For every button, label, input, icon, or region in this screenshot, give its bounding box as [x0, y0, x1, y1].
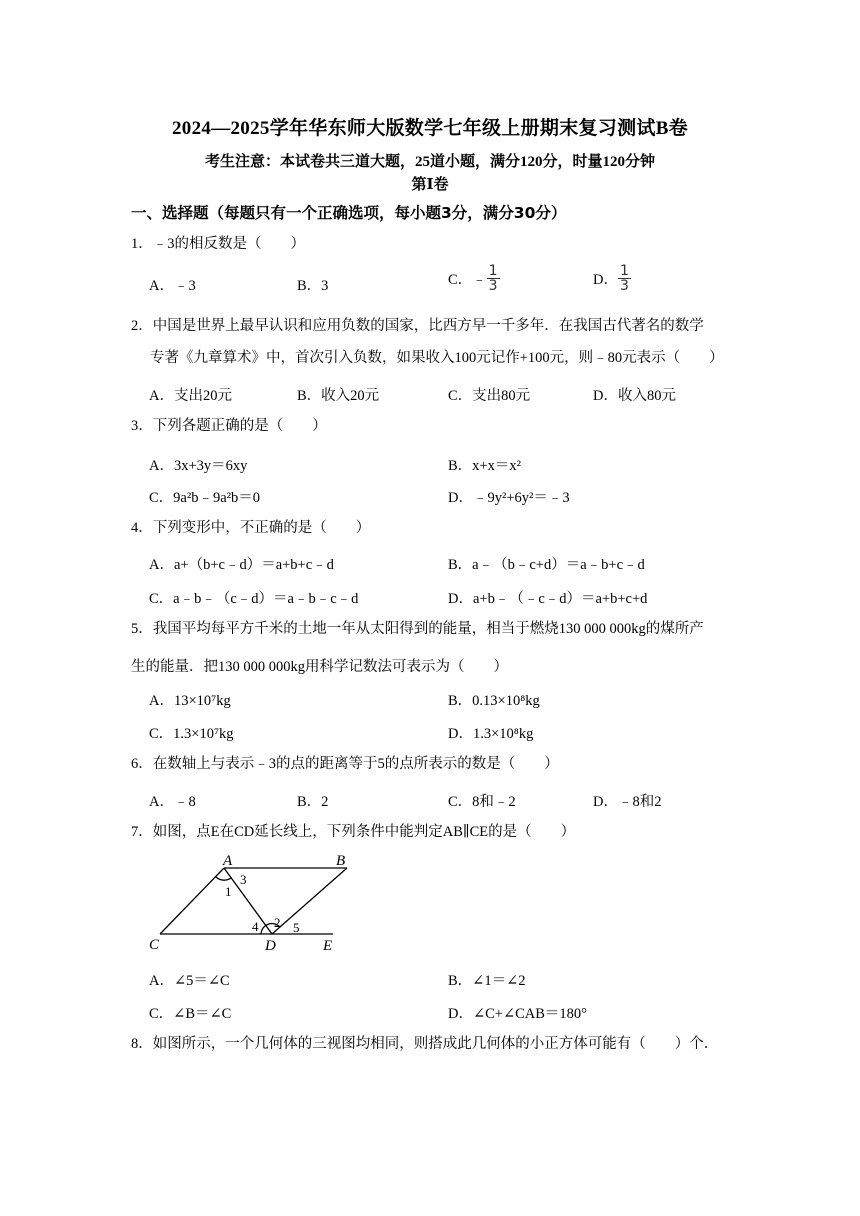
fraction-numerator: 1 [488, 263, 498, 279]
question-5-line-2: 生的能量．把130 000 000kg用科学记数法可表示为（ ） [131, 659, 508, 675]
question-2-option-c: C．支出80元 [448, 388, 531, 404]
question-6-stem: 6．在数轴上与表示﹣3的点的距离等于5的点所表示的数是（ ） [131, 756, 559, 772]
option-c-label: C．﹣ [448, 272, 487, 288]
option-d-label: D． [593, 272, 618, 288]
question-4-option-c: C．a﹣b﹣（c﹣d）＝a﹣b﹣c﹣d [149, 591, 359, 607]
question-2-option-b: B．收入20元 [297, 388, 380, 404]
segment-bd [272, 868, 347, 934]
question-7-option-c: C．∠B＝∠C [149, 1006, 232, 1022]
question-3-option-c: C．9a²b﹣9a²b＝0 [149, 490, 260, 506]
parallel-lines-figure [140, 850, 360, 960]
label-b: B [336, 853, 346, 869]
angle-arc-a [216, 877, 231, 880]
label-a: A [223, 853, 233, 869]
label-d: D [265, 938, 276, 954]
question-1-option-a: A．﹣3 [149, 278, 196, 294]
question-3-option-a: A．3x+3y＝6xy [149, 458, 248, 474]
exam-title: 2024—2025学年华东师大版数学七年级上册期末复习测试B卷 [172, 118, 688, 139]
question-3-option-b: B．x+x＝x² [448, 458, 521, 474]
fraction-numerator: 1 [619, 263, 629, 279]
question-2-option-a: A．支出20元 [149, 388, 232, 404]
question-8-stem: 8．如图所示，一个几何体的三视图均相同，则搭成此几何体的小正方体可能有（ ）个． [131, 1036, 719, 1052]
volume-label: 第Ⅰ卷 [411, 177, 449, 193]
question-2-line-1: 2．中国是世界上最早认识和应用负数的国家，比西方早一千多年．在我国古代著名的数学 [131, 318, 704, 334]
question-7-option-a: A．∠5＝∠C [149, 973, 230, 989]
angle-label-1: 1 [225, 884, 232, 899]
question-4-option-d: D．a+b﹣（﹣c﹣d）＝a+b+c+d [448, 591, 648, 607]
question-2-line-2: 专著《九章算术》中，首次引入负数，如果收入100元记作+100元，则﹣80元表示（ ） [150, 350, 724, 366]
question-1-stem: 1．﹣3的相反数是（ ） [131, 236, 305, 252]
question-5-option-a: A．13×10⁷kg [149, 693, 231, 709]
angle-label-3: 3 [240, 872, 247, 887]
question-1-option-c [448, 264, 500, 293]
question-2-option-d: D．收入80元 [593, 388, 676, 404]
question-1-option-d [593, 264, 631, 293]
fraction [487, 264, 500, 293]
fraction-denominator: 3 [488, 278, 498, 294]
fraction-denominator: 3 [619, 278, 629, 294]
question-5-line-1: 5．我国平均每平方千米的土地一年从太阳得到的能量，相当于燃烧130 000 000kg的煤所产 [131, 621, 704, 637]
question-6-option-a: A．﹣8 [149, 794, 196, 810]
section-heading: 一、选择题（每题只有一个正确选项，每小题3分，满分30分） [131, 204, 567, 222]
exam-notice: 考生注意：本试卷共三道大题，25道小题，满分120分，时量120分钟 [204, 154, 655, 170]
question-3-stem: 3．下列各题正确的是（ ） [131, 418, 327, 434]
question-7-option-b: B．∠1＝∠2 [448, 973, 526, 989]
question-1-option-b: B．3 [297, 278, 329, 294]
segment-ad [224, 868, 272, 934]
question-6-option-c: C．8和﹣2 [448, 794, 516, 810]
question-4-stem: 4．下列变形中，不正确的是（ ） [131, 520, 371, 536]
label-c: C [149, 937, 160, 953]
question-7-option-d: D．∠C+∠CAB＝180° [448, 1006, 587, 1022]
question-5-option-d: D．1.3×10⁸kg [448, 726, 534, 742]
question-4-option-b: B．a﹣（b﹣c+d）＝a﹣b+c﹣d [448, 557, 645, 573]
angle-label-5: 5 [293, 920, 300, 935]
angle-label-4: 4 [252, 919, 259, 934]
question-6-option-d: D．﹣8和2 [593, 794, 662, 810]
question-6-option-b: B．2 [297, 794, 329, 810]
segment-ac [160, 868, 224, 934]
question-5-option-c: C．1.3×10⁷kg [149, 726, 234, 742]
label-e: E [323, 938, 333, 954]
question-7-stem: 7．如图，点E在CD延长线上，下列条件中能判定AB∥CE的是（ ） [131, 824, 576, 840]
angle-label-2: 2 [274, 915, 281, 930]
fraction [618, 264, 631, 293]
question-4-option-a: A．a+（b+c﹣d）＝a+b+c﹣d [149, 557, 334, 573]
question-5-option-b: B．0.13×10⁸kg [448, 693, 540, 709]
question-3-option-d: D．﹣9y²+6y²＝﹣3 [448, 490, 570, 506]
